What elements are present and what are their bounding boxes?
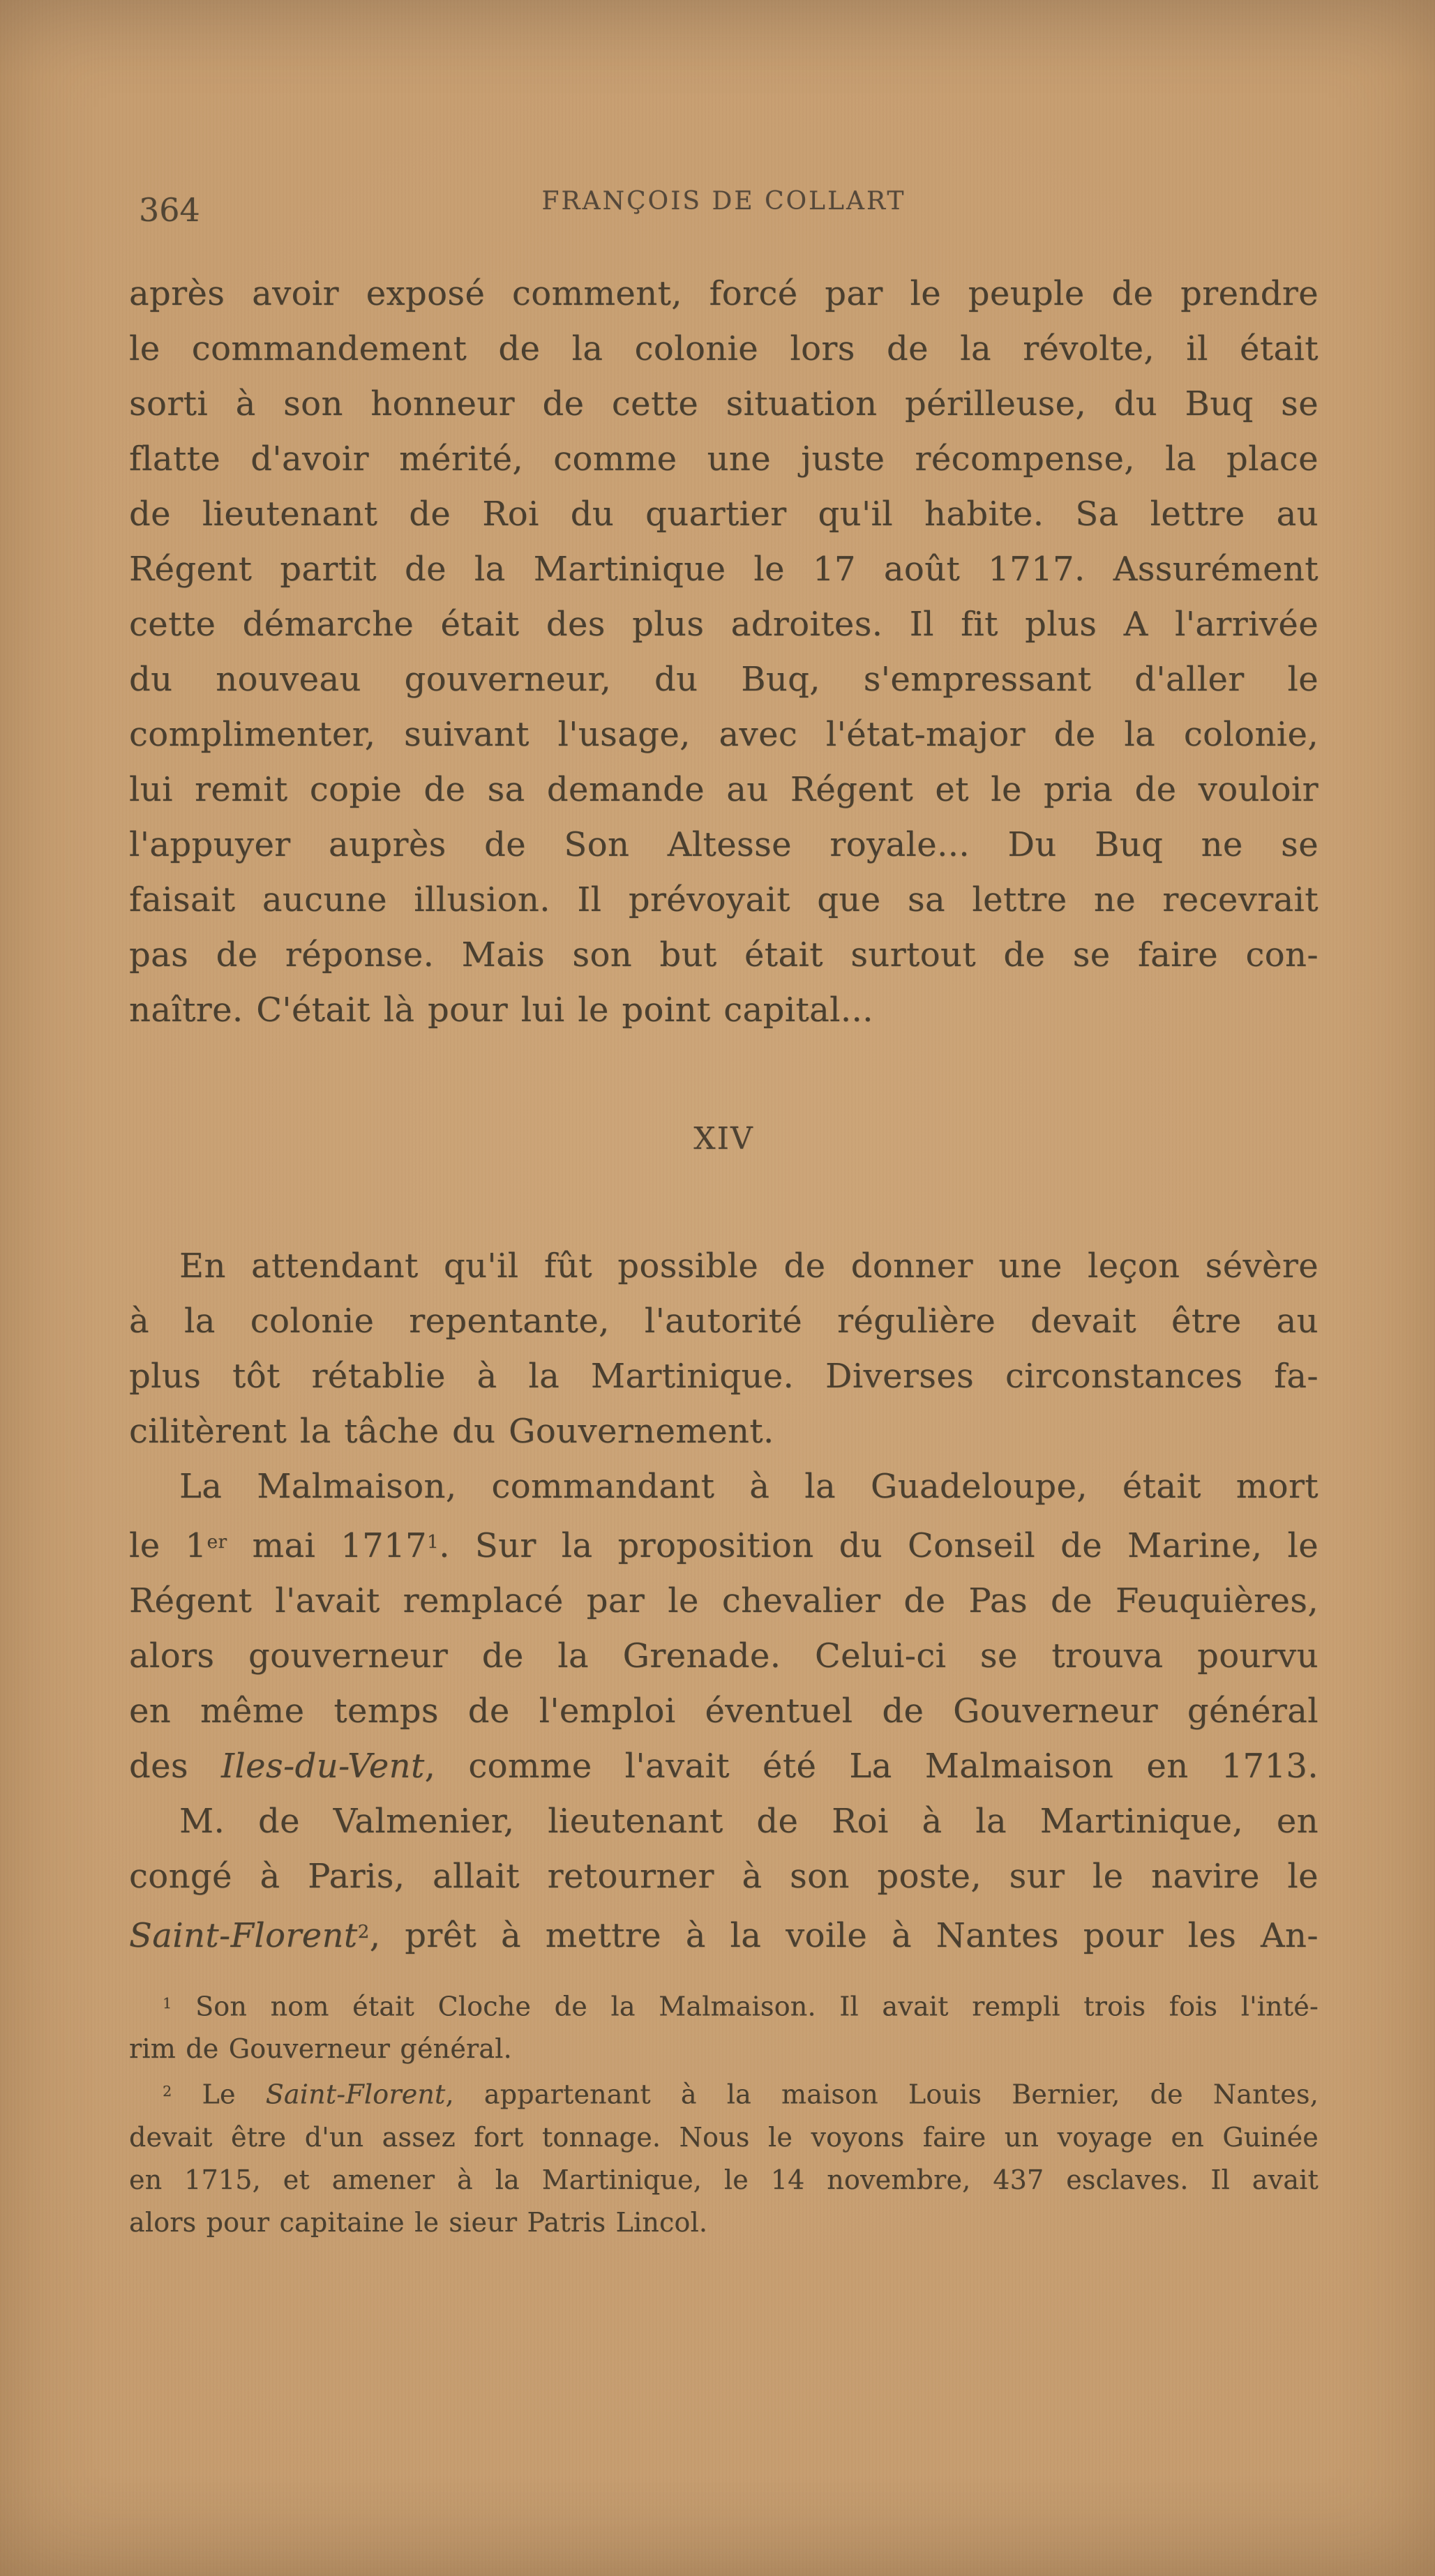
paragraph-1 [129,266,1318,1038]
text-line: alors gouverneur de la Grenade. Celui-ci se trouva pourvu [129,1636,1318,1676]
text-line: congé à Paris, allait retourner à son poste, sur le navire le [129,1857,1318,1897]
footnote-line: devait être d'un assez fort tonnage. Nous le voyons faire un voyage en Guinée [129,2121,1318,2153]
text-line: pas de réponse. Mais son but était surtout de se faire con- [129,935,1318,974]
text-line: l'appuyer auprès de Son Altesse royale... Du Buq ne se [129,825,1318,864]
italic-place-name: Iles-du-Vent [221,1747,425,1786]
text-line: faisait aucune illusion. Il prévoyait que sa lettre ne recevrait [129,880,1318,919]
text-line [129,1514,1318,1574]
ordinal-superscript: er [206,1531,227,1553]
paragraphs-2-4 [129,1239,1318,1964]
text-line: M. de Valmenier, lieutenant de Roi à la Martinique, en [179,1802,1318,1841]
text-line: cilitèrent la tâche du Gouvernement. [129,1412,774,1451]
text-line: en même temps de l'emploi éventuel de Gouverneur général [129,1692,1318,1731]
text-line: cette démarche était des plus adroites. Il fit plus A l'arrivée [129,605,1318,644]
page-number: 364 [139,191,200,229]
text-line: naître. C'était là pour lui le point capital... [129,991,873,1030]
text-line: à la colonie repentante, l'autorité régulière devait être au [129,1302,1318,1341]
text-line: de lieutenant de Roi du quartier qu'il habite. Sa lettre au [129,495,1318,534]
footnote-marker-2: 2 [163,2083,172,2100]
text-line: du nouveau gouverneur, du Buq, s'empressant d'aller le [129,660,1318,699]
text-segment: des [129,1747,222,1786]
text-line: Régent partit de la Martinique le 17 août 1717. Assurément [129,550,1318,589]
section-heading: XIV [693,1121,754,1157]
running-header [129,187,1318,230]
text-segment: , appartenant à la maison Louis Bernier, de Nantes, [445,2079,1318,2110]
italic-ship-name: Saint-Florent [129,1916,358,1956]
footnotes [129,1982,1318,2244]
footnote-reference-1: 1 [426,1531,439,1553]
footnote-line: alors pour capitaine le sieur Patris Lincol. [129,2206,708,2238]
text-line: La Malmaison, commandant à la Guadeloupe, était mort [179,1467,1318,1506]
text-line: flatte d'avoir mérité, comme une juste récompense, la place [129,439,1318,479]
text-segment: . Sur la proposition du Conseil de Marine, le [439,1526,1318,1566]
text-line: le commandement de la colonie lors de la révolte, il était [129,329,1318,368]
footnote-line: rim de Gouverneur général. [129,2033,512,2065]
text-line: lui remit copie de sa demande au Régent et le pria de vouloir [129,770,1318,809]
footnote-line [129,1982,1318,2028]
text-line: sorti à son honneur de cette situation périlleuse, du Buq se [129,384,1318,423]
text-line [129,1904,1318,1964]
text-segment: Son nom était Cloche de la Malmaison. Il avait rempli trois fois l'inté- [172,1991,1318,2022]
text-segment: , prêt à mettre à la voile à Nantes pour les An- [369,1916,1318,1956]
footnote-line: en 1715, et amener à la Martinique, le 14 novembre, 437 esclaves. Il avait [129,2164,1318,2195]
text-segment: Le [172,2079,266,2110]
text-line: Régent l'avait remplacé par le chevalier de Pas de Feuquières, [129,1581,1318,1621]
text-segment: le 1 [129,1526,207,1566]
text-segment: mai 1717 [227,1526,427,1566]
footnote-marker-1: 1 [163,1995,172,2012]
footnote-reference-2: 2 [357,1921,370,1943]
running-header-title: FRANÇOIS DE COLLART [541,187,906,216]
text-line [129,1739,1318,1794]
italic-ship-name: Saint-Florent [265,2079,446,2110]
text-segment: , comme l'avait été La Malmaison en 1713. [424,1747,1318,1786]
text-line: plus tôt rétablie à la Martinique. Diverses circonstances fa- [129,1357,1318,1396]
text-line: après avoir exposé comment, forcé par le peuple de prendre [129,274,1318,313]
footnote-line [129,2070,1318,2116]
text-line: complimenter, suivant l'usage, avec l'état-major de la colonie, [129,715,1318,754]
text-line: En attendant qu'il fût possible de donner une leçon sévère [179,1246,1318,1286]
